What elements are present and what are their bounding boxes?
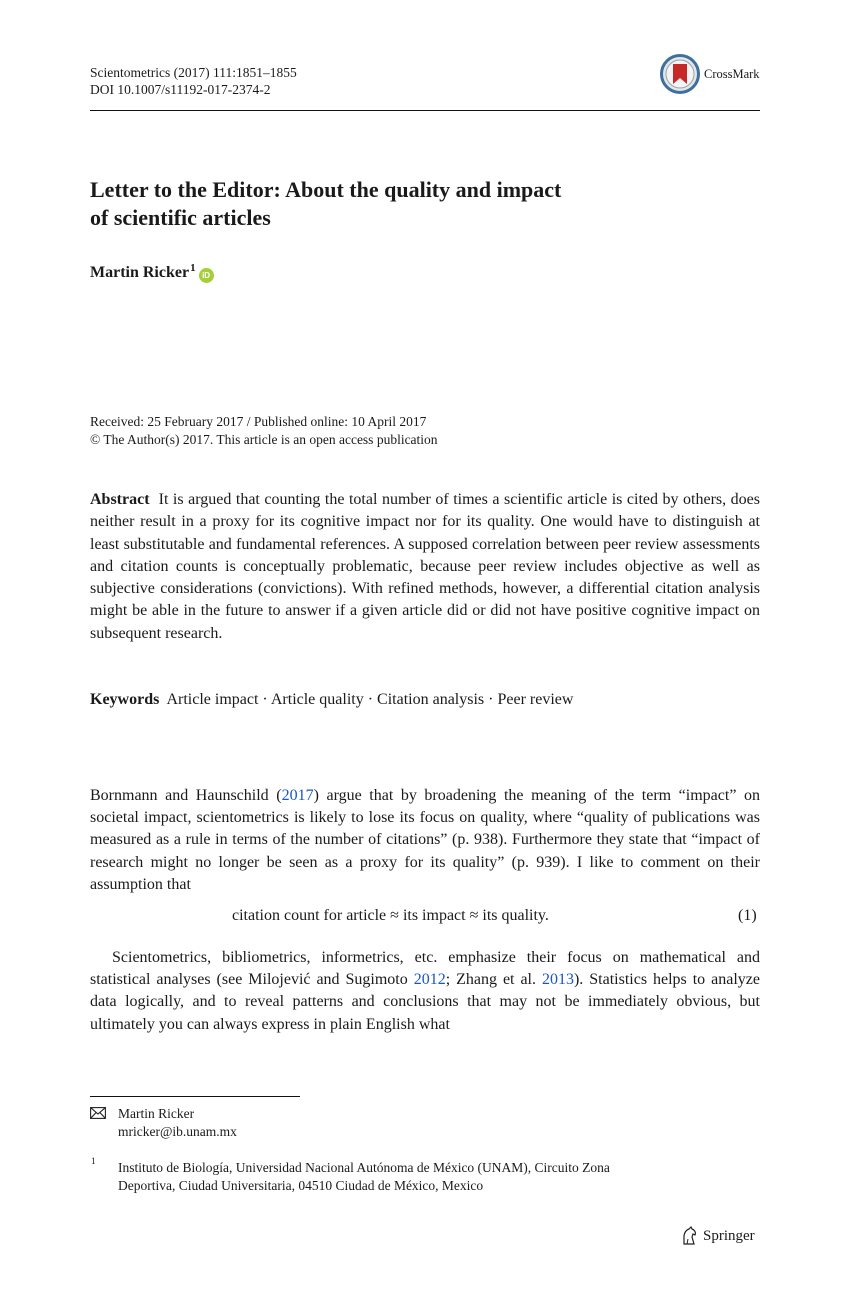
copyright-notice: © The Author(s) 2017. This article is an open access publication: [90, 432, 438, 447]
footnote-divider: [90, 1096, 300, 1097]
body2-text-b: ; Zhang et al.: [445, 971, 542, 989]
publication-meta: [90, 413, 438, 449]
affiliation-marker: 1: [190, 262, 196, 274]
contact-email[interactable]: mricker@ib.unam.mx: [118, 1124, 237, 1139]
keywords-label: Keywords: [90, 691, 160, 708]
abstract-label: Abstract: [90, 491, 150, 508]
abstract-text: It is argued that counting the total number of times a scientific article is cited by others, does neither result in a proxy for its cognitive impact nor for its quality. One would have to distinguish at least substitutable and fundamental references. A supposed correlation between peer review assessments and citation counts is conceptually problematic, because peer review includes objective as well as subjective considerations (convictions). With refined methods, however, a differential citation analysis might be able in the future to answer if a given article did or did not have positive cognitive impact on subsequent research.: [90, 491, 761, 642]
title-line-1: Letter to the Editor: About the quality and impact: [90, 177, 562, 202]
equation: citation count for article ≈ its impact ≈ its quality.: [232, 907, 549, 924]
equation-number: (1): [738, 907, 757, 924]
keywords-text: Article impact · Article quality · Citation analysis · Peer review: [166, 691, 574, 708]
body2-text-c: ). Statistics helps to analyze data logically, and to reveal patterns and conclusions that may not be immediately obvious, but ultimately you can always express in plain English what: [90, 971, 760, 1033]
author-line: [90, 264, 214, 282]
publisher-logo: [680, 1226, 755, 1246]
body2-text-a: Scientometrics, bibliometrics, informetrics, etc. emphasize their focus on mathematical and statistical analyses (see Milojević and Sugimoto: [90, 949, 760, 989]
journal-citation: Scientometrics (2017) 111:1851–1855: [90, 65, 297, 80]
body-paragraph-2: [90, 947, 760, 1036]
affiliation-line-1: Instituto de Biología, Universidad Nacional Autónoma de México (UNAM), Circuito Zona: [118, 1160, 610, 1175]
abstract: [90, 489, 760, 645]
doi-text[interactable]: DOI 10.1007/s11192-017-2374-2: [90, 82, 271, 97]
affiliation-footnote: [118, 1159, 758, 1195]
orcid-icon[interactable]: iD: [199, 268, 214, 283]
crossmark-badge[interactable]: [660, 54, 760, 94]
contact-block: [118, 1105, 237, 1141]
springer-horse-icon: [680, 1226, 700, 1246]
body1-text-a: Bornmann and Haunschild (: [90, 787, 282, 804]
citation-link[interactable]: 2013: [541, 971, 574, 989]
crossmark-label: CrossMark: [704, 66, 760, 81]
keywords: [90, 689, 760, 711]
body1-text-b: ) argue that by broadening the meaning of the term “impact” on societal impact, scientometrics is likely to lose its focus on quality, where “quality of publications was measured as a rule in terms of the number of citations” (p. 938). Furthermore they state that “impact of research might no longer be seen as a proxy for its quality” (p. 939). I like to comment on their assumption that: [90, 787, 760, 893]
envelope-icon: [90, 1106, 106, 1124]
publication-dates: Received: 25 February 2017 / Published online: 10 April 2017: [90, 414, 427, 429]
affiliation-line-2: Deportiva, Ciudad Universitaria, 04510 Ciudad de México, Mexico: [118, 1178, 484, 1193]
title-line-2: of scientific articles: [90, 205, 271, 230]
citation-link[interactable]: 2017: [281, 787, 314, 804]
body-paragraph-1: [90, 785, 760, 896]
affiliation-footnote-number: 1: [91, 1157, 96, 1167]
publisher-name: Springer: [703, 1227, 755, 1244]
citation-link[interactable]: 2012: [413, 971, 446, 989]
crossmark-icon: [660, 54, 700, 94]
article-title: [90, 176, 730, 232]
contact-name: Martin Ricker: [118, 1106, 195, 1121]
author-name[interactable]: Martin Ricker: [90, 264, 190, 281]
